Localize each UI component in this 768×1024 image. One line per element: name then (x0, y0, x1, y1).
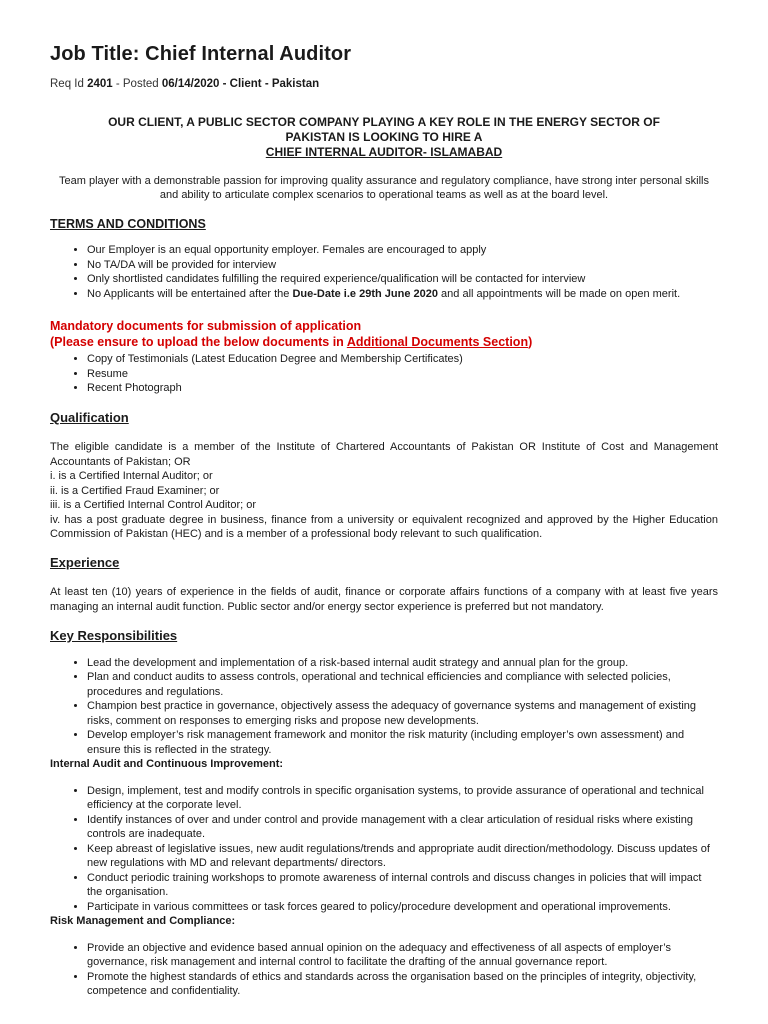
experience-heading: Experience (50, 554, 120, 570)
terms-list (50, 243, 718, 301)
due-date: Due-Date i.e 29th June 2020 (292, 287, 438, 300)
list-item: • Lead the development and implementation of a risk-based internal audit strategy and annual plan for the group. (87, 656, 718, 671)
internal-audit-list (50, 784, 718, 915)
mandatory-pre: (Please ensure to upload the below documents in (50, 335, 347, 349)
responsibilities-heading: Key Responsibilities (50, 628, 178, 643)
responsibilities-list (50, 656, 718, 758)
list-item: • Champion best practice in governance, objectively assess the adequacy of governance systems and management of existing risks, comment on responses to emerging risks and propose new developments. (87, 699, 718, 728)
client-location: - Client - Pakistan (219, 78, 320, 90)
qualification-line: ii. is a Certified Fraud Examiner; or (50, 484, 220, 497)
summary-text: Team player with a demonstrable passion for improving quality assurance and regulatory compliance, have strong inter personal skills and ability to articulate complex scenarios to operational teams as well as at the board level. (59, 174, 709, 201)
internal-audit-subheading: Internal Audit and Continuous Improvement: (50, 758, 284, 770)
list-item: • Keep abreast of legislative issues, new audit regulations/trends and appropriate audit direction/methodology. Discuss updates of new regulations with MD and relevant departments/ directors. (87, 842, 718, 871)
list-item: • Resume (87, 367, 718, 382)
qualification-text (50, 440, 718, 542)
risk-management-subheading: Risk Management and Compliance: (50, 915, 236, 927)
mandatory-docs-list (50, 352, 718, 396)
intro-line-3: CHIEF INTERNAL AUDITOR- ISLAMABAD (265, 144, 503, 159)
terms-heading: TERMS AND CONDITIONS (50, 216, 206, 231)
intro-heading (50, 115, 718, 160)
list-item (87, 287, 718, 302)
list-item: • Only shortlisted candidates fulfilling the required experience/qualification will be contacted for interview (87, 272, 718, 287)
qualification-intro: The eligible candidate is a member of the Institute of Chartered Accountants of Pakistan OR Institute of Cost and Management Accountants of Pakistan; OR (50, 441, 718, 468)
list-item: • Recent Photograph (87, 381, 718, 396)
req-id: 2401 (87, 78, 113, 90)
intro-line-1: OUR CLIENT, A PUBLIC SECTOR COMPANY PLAYING A KEY ROLE IN THE ENERGY SECTOR OF (108, 114, 660, 129)
due-date-pre: No Applicants will be entertained after the (87, 287, 293, 300)
posting-meta (50, 77, 718, 92)
req-label: Req Id (50, 78, 88, 90)
page-title: Job Title: Chief Internal Auditor (50, 43, 352, 65)
mandatory-line-1: Mandatory documents for submission of application (50, 319, 362, 333)
qualification-line: iii. is a Certified Internal Control Auditor; or (50, 499, 257, 511)
mandatory-post: ) (528, 335, 533, 349)
list-item: • Conduct periodic training workshops to promote awareness of internal controls and discuss changes in policies that will impact the organisation. (87, 871, 718, 900)
list-item: • Identify instances of over and under control and provide management with a clear articulation of residual risks where existing controls are inadequate. (87, 813, 718, 842)
due-date-post: and all appointments will be made on open merit. (437, 287, 681, 300)
list-item: • Provide an objective and evidence based annual opinion on the adequacy and effectiveness of all aspects of employer’s governance, risk management and internal control to facilitate the drafting of the annual governance report. (87, 941, 718, 970)
additional-documents-link[interactable]: Additional Documents Section (346, 335, 529, 349)
list-item: • Design, implement, test and modify controls in specific organisation systems, to provide assurance of operational and technical efficiency at the corporate level. (87, 784, 718, 813)
posted-label: - Posted (112, 78, 162, 90)
list-item: • No TA/DA will be provided for interview (87, 258, 718, 273)
list-item: • Promote the highest standards of ethics and standards across the organisation based on the principles of integrity, objectivity, competence and confidentiality. (87, 970, 718, 999)
experience-text: At least ten (10) years of experience in the fields of audit, finance or corporate affairs functions of a company with at least five years managing an internal audit function. Public sector and/or energy sector experience is preferred but not mandatory. (50, 586, 718, 613)
mandatory-docs-heading (50, 318, 718, 350)
risk-management-list (50, 941, 718, 999)
list-item: • Develop employer’s risk management framework and monitor the risk maturity (including employer’s own assessment) and ensure this is reflected in the strategy. (87, 728, 718, 757)
qualification-line: i. is a Certified Internal Auditor; or (50, 470, 213, 482)
qualification-line: iv. has a post graduate degree in business, finance from a university or equivalent recognized and approved by the Higher Education Commission of Pakistan (HEC) and is a member of a professional body relevant to such qualification. (50, 513, 718, 540)
qualification-heading: Qualification (50, 409, 129, 425)
list-item: • Our Employer is an equal opportunity employer. Females are encouraged to apply (87, 243, 718, 258)
list-item: • Copy of Testimonials (Latest Education Degree and Membership Certificates) (87, 352, 718, 367)
list-item: • Plan and conduct audits to assess controls, operational and technical efficiencies and compliance with selected policies, procedures and regulations. (87, 670, 718, 699)
mandatory-line-2 (50, 334, 718, 350)
posted-date: 06/14/2020 (161, 78, 220, 90)
list-item: • Participate in various committees or task forces geared to policy/procedure development and operational improvements. (87, 900, 718, 915)
intro-line-2: PAKISTAN IS LOOKING TO HIRE A (285, 129, 483, 144)
